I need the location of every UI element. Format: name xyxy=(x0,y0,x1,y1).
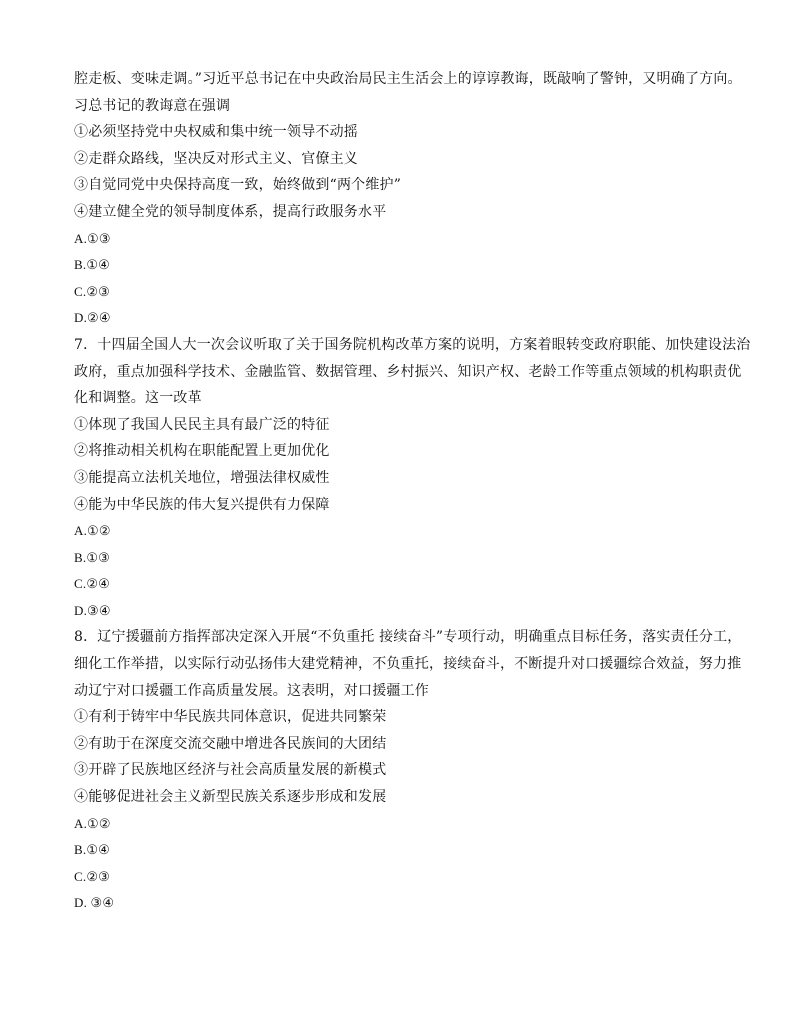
question-6-statement-4: ④建立健全党的领导制度体系，提高行政服务水平 xyxy=(74,203,387,220)
question-8-option-d: D. ③④ xyxy=(74,895,115,911)
question-6-stem-line-1: 腔走板、变味走调。”习近平总书记在中央政治局民主生活会上的谆谆教诲，既敲响了警钟，又明确了方向。 xyxy=(74,71,742,87)
question-7-statement-2: ②将推动相关机构在职能配置上更加优化 xyxy=(74,443,330,460)
question-7-option-d: D.③④ xyxy=(74,602,111,618)
question-7-stem-line-2: 政府，重点加强科学技术、金融监管、数据管理、乡村振兴、知识产权、老龄工作等重点领域的机构职责优 xyxy=(74,363,742,380)
question-7 xyxy=(74,332,751,625)
question-8-stem-line-2: 细化工作举措，以实际行动弘扬伟大建党精神，不负重托，接续奋斗，不断提升对口援疆综合效益，努力推 xyxy=(74,656,742,673)
question-6-statement-1: ①必须坚持党中央权威和集中统一领导不动摇 xyxy=(74,124,358,141)
question-8-statement-3: ③开辟了民族地区经济与社会高质量发展的新模式 xyxy=(74,762,387,779)
question-6-statement-2: ②走群众路线，坚决反对形式主义、官僚主义 xyxy=(74,150,358,167)
question-8-option-c: C.②③ xyxy=(74,868,111,884)
document-page xyxy=(74,66,751,917)
question-8-statement-1: ①有利于铸牢中华民族共同体意识，促进共同繁荣 xyxy=(74,709,387,726)
question-6-option-c: C.②③ xyxy=(74,283,111,299)
question-6-option-d: D.②④ xyxy=(74,310,111,326)
question-7-statement-1: ①体现了我国人民民主具有最广泛的特征 xyxy=(74,416,330,433)
question-7-option-c: C.②④ xyxy=(74,576,111,592)
question-8-statement-4: ④能够促进社会主义新型民族关系逐步形成和发展 xyxy=(74,789,387,806)
question-8 xyxy=(74,624,742,917)
question-6-option-a: A.①③ xyxy=(74,230,111,246)
question-8-stem-line-3: 动辽宁对口援疆工作高质量发展。这表明，对口援疆工作 xyxy=(74,682,429,699)
question-7-stem-line-1: 7．十四届全国人大一次会议听取了关于国务院机构改革方案的说明，方案着眼转变政府职能、加快建设法治 xyxy=(74,336,751,353)
question-7-option-b: B.①③ xyxy=(74,549,111,565)
question-6-stem-line-2: 习总书记的教诲意在强调 xyxy=(74,97,231,114)
question-6 xyxy=(74,66,742,332)
question-7-statement-3: ③能提高立法机关地位，增强法律权威性 xyxy=(74,469,330,486)
question-8-option-a: A.①② xyxy=(74,815,111,831)
question-8-option-b: B.①④ xyxy=(74,842,111,858)
question-6-option-b: B.①④ xyxy=(74,257,111,273)
question-8-stem-line-1: 8．辽宁援疆前方指挥部决定深入开展“不负重托 接续奋斗”专项行动，明确重点目标任务，落实责任分工， xyxy=(74,629,742,646)
question-8-statement-2: ②有助于在深度交流交融中增进各民族间的大团结 xyxy=(74,735,387,752)
question-7-option-a: A.①② xyxy=(74,523,111,539)
question-6-statement-3: ③自觉同党中央保持高度一致，始终做到“两个维护” xyxy=(74,177,402,194)
question-7-stem-line-3: 化和调整。这一改革 xyxy=(74,390,202,407)
question-7-statement-4: ④能为中华民族的伟大复兴提供有力保障 xyxy=(74,496,330,513)
